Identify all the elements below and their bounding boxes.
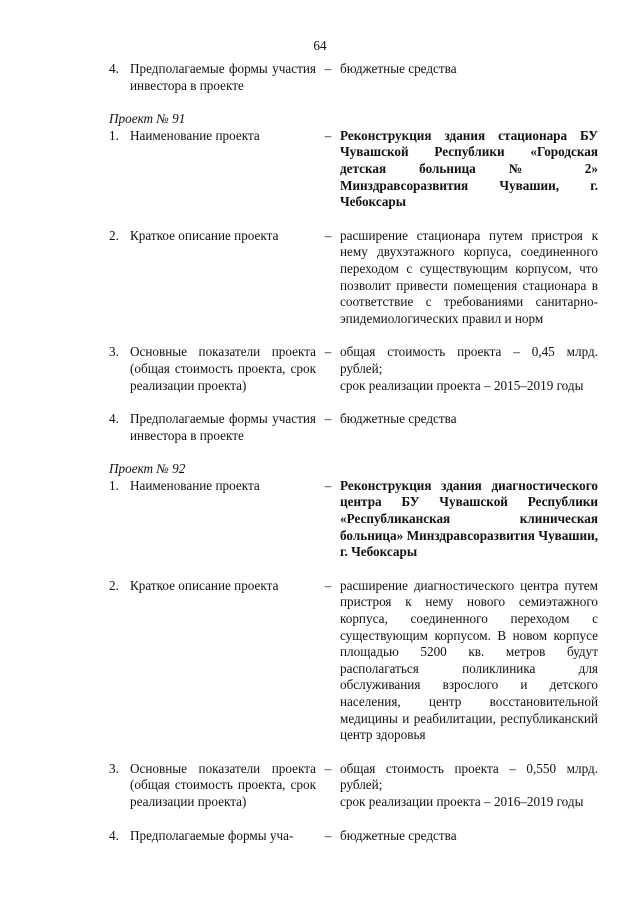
- item-label: Основные показатели проекта (общая стоимость проекта, срок реализации проекта): [130, 760, 316, 809]
- item-label: Основные показатели проекта (общая стоимость проекта, срок реализации проекта): [130, 344, 316, 393]
- list-item: [109, 228, 598, 328]
- item-value: расширение стационара путем пристроя к нему двухэтажного корпуса, соединенного переходом с существующим корпусом, что позволит привести помещения стационара в соответствие с требованиями санитарно-эпидемиологических правил и норм: [340, 227, 598, 326]
- list-item: [109, 828, 598, 845]
- value-line: срок реализации проекта – 2016–2019 годы: [340, 793, 584, 809]
- item-label: Наименование проекта: [130, 477, 260, 493]
- item-label: Предполагаемые формы участия инвестора в проекте: [130, 411, 316, 443]
- item-label: Наименование проекта: [130, 127, 260, 143]
- item-value: Реконструкция здания стационара БУ Чувашской Республики «Городская детская больница № 2» Минздравсоразвития Чувашии, г. Чебоксары: [340, 127, 598, 210]
- item-value: [340, 761, 598, 811]
- list-item: [109, 578, 598, 744]
- item-dash: –: [324, 577, 332, 593]
- item-number: 4.: [109, 61, 119, 76]
- item-value: расширение диагностического центра путем пристроя к нему нового семиэтажного корпуса, соединенного переходом с существующим корпусом. В новом корпусе площадью 5200 кв. метров будут располагаться поликлиника для обслуживания взрослого и детского населения, центр восстановительной медицины и реабилитации, республиканский центр здоровья: [340, 577, 598, 743]
- item-dash: –: [324, 344, 332, 360]
- item-number: 1.: [109, 127, 119, 143]
- item-dash: –: [324, 411, 332, 427]
- item-value: бюджетные средства: [340, 411, 457, 427]
- item-dash: –: [324, 227, 332, 243]
- item-number: 2.: [109, 227, 119, 243]
- item-value: бюджетные средства: [340, 827, 457, 843]
- item-dash: –: [324, 827, 332, 843]
- item-label: Предполагаемые формы участия инвестора в проекте: [130, 61, 316, 93]
- value-line: общая стоимость проекта – 0,550 млрд. рублей;: [340, 760, 598, 793]
- project-heading: Проект № 92: [109, 461, 186, 477]
- list-item: [109, 128, 598, 211]
- item-number: 3.: [109, 760, 119, 776]
- item-number: 4.: [109, 827, 119, 843]
- item-dash: –: [324, 127, 332, 143]
- item-number: 2.: [109, 577, 119, 593]
- item-label: Краткое описание проекта: [130, 227, 279, 243]
- item-value: Реконструкция здания диагностического центра БУ Чувашской Республики «Республиканская клиническая больница» Минздравсоразвития Чувашии, г. Чебоксары: [340, 477, 598, 560]
- item-dash: –: [324, 477, 332, 493]
- item-value: бюджетные средства: [340, 61, 457, 76]
- item-number: 1.: [109, 477, 119, 493]
- item-dash: –: [324, 760, 332, 776]
- list-item: [109, 411, 598, 444]
- value-line: общая стоимость проекта – 0,45 млрд. рублей;: [340, 344, 598, 376]
- item-dash: –: [324, 61, 332, 76]
- item-number: 4.: [109, 411, 119, 427]
- list-item: [109, 761, 598, 811]
- project-heading: Проект № 91: [109, 111, 186, 127]
- item-label: Предполагаемые формы уча-: [130, 827, 294, 843]
- value-line: срок реализации проекта – 2015–2019 годы: [340, 377, 584, 393]
- item-number: 3.: [109, 344, 119, 360]
- document-body: [109, 61, 598, 844]
- page-number: 64: [313, 38, 327, 53]
- list-item: [109, 61, 598, 94]
- list-item: [109, 478, 598, 561]
- item-value: [340, 344, 598, 394]
- list-item: [109, 344, 598, 394]
- item-label: Краткое описание проекта: [130, 577, 279, 593]
